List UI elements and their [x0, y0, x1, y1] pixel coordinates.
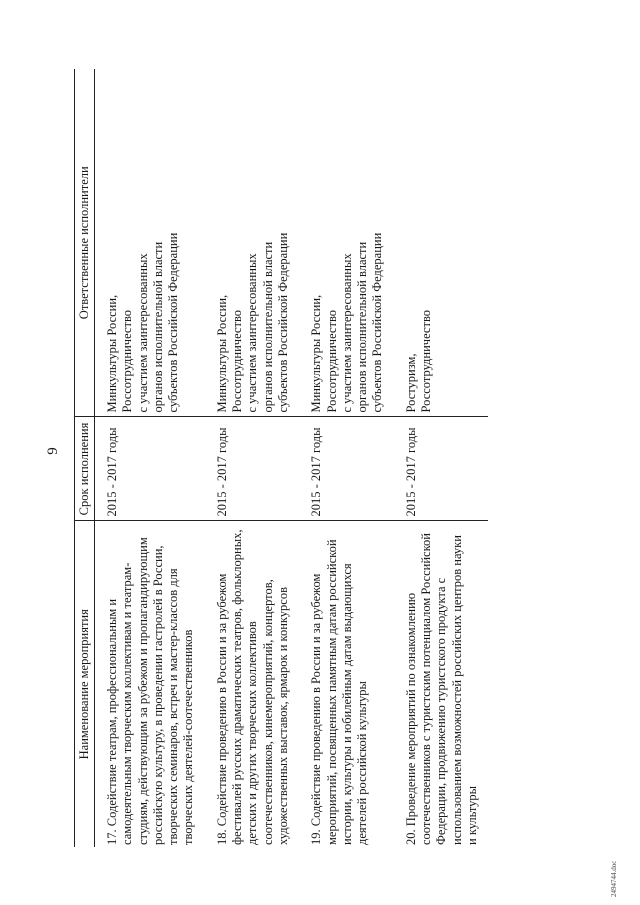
table-row	[205, 69, 299, 847]
column-header-term: Срок исполнения	[75, 417, 95, 521]
table-row	[394, 69, 488, 847]
activity-term: 2015 - 2017 годы	[394, 417, 488, 521]
table-header-row	[75, 69, 95, 847]
activity-name: 19. Содействие проведению в России и за рубежом мероприятий, посвященных памятным датам российской истории, культуры и юбилейным датам выдающихся деятелей российской культуры	[309, 539, 370, 845]
document-file-code: 2494744.doc	[610, 860, 618, 897]
column-header-name: Наименование мероприятия	[75, 521, 95, 847]
page-number: 9	[45, 447, 61, 455]
activity-executors: Минкультуры России, Россотрудничество с участием заинтересованных органов исполнительной власти субъектов Российской Федерации	[95, 69, 205, 417]
activity-name: 20. Проведение мероприятий по ознакомлению соотечественников с туристским потенциалом Российской Федерации, продвижению туристского продукта с использованием возможностей российских центров науки и культуры	[403, 533, 479, 845]
activity-term: 2015 - 2017 годы	[95, 417, 205, 521]
activity-executors: Минкультуры России, Россотрудничество с участием заинтересованных органов исполнительной власти субъектов Российской Федерации	[299, 69, 393, 417]
table-row	[95, 69, 205, 847]
activity-name: 17. Содействие театрам, профессиональным и самодеятельным творческим коллективам и театрам-студиям, действующим за рубежом и пропагандирующим российскую культуру, в проведении гастролей в России, творческих семинаров, встреч и мастер-классов для творческих деятелей-соотечественников	[105, 537, 196, 845]
column-header-executors: Ответственные исполнители	[75, 69, 95, 417]
activity-term: 2015 - 2017 годы	[205, 417, 299, 521]
table-row	[299, 69, 393, 847]
activity-executors: Ростуризм, Россотрудничество	[394, 69, 488, 417]
activity-name: 18. Содействие проведению в России и за рубежом фестивалей русских драматических театров, фольклорных, детских и других творческих коллективов соотечественников, кинемероприятий, концертов, художественных выставок, ярмарок и конкурсов	[214, 529, 290, 845]
activities-table	[74, 69, 488, 847]
activity-term: 2015 - 2017 годы	[299, 417, 393, 521]
activity-executors: Минкультуры России, Россотрудничество с участием заинтересованных органов исполнительной власти субъектов Российской Федерации	[205, 69, 299, 417]
